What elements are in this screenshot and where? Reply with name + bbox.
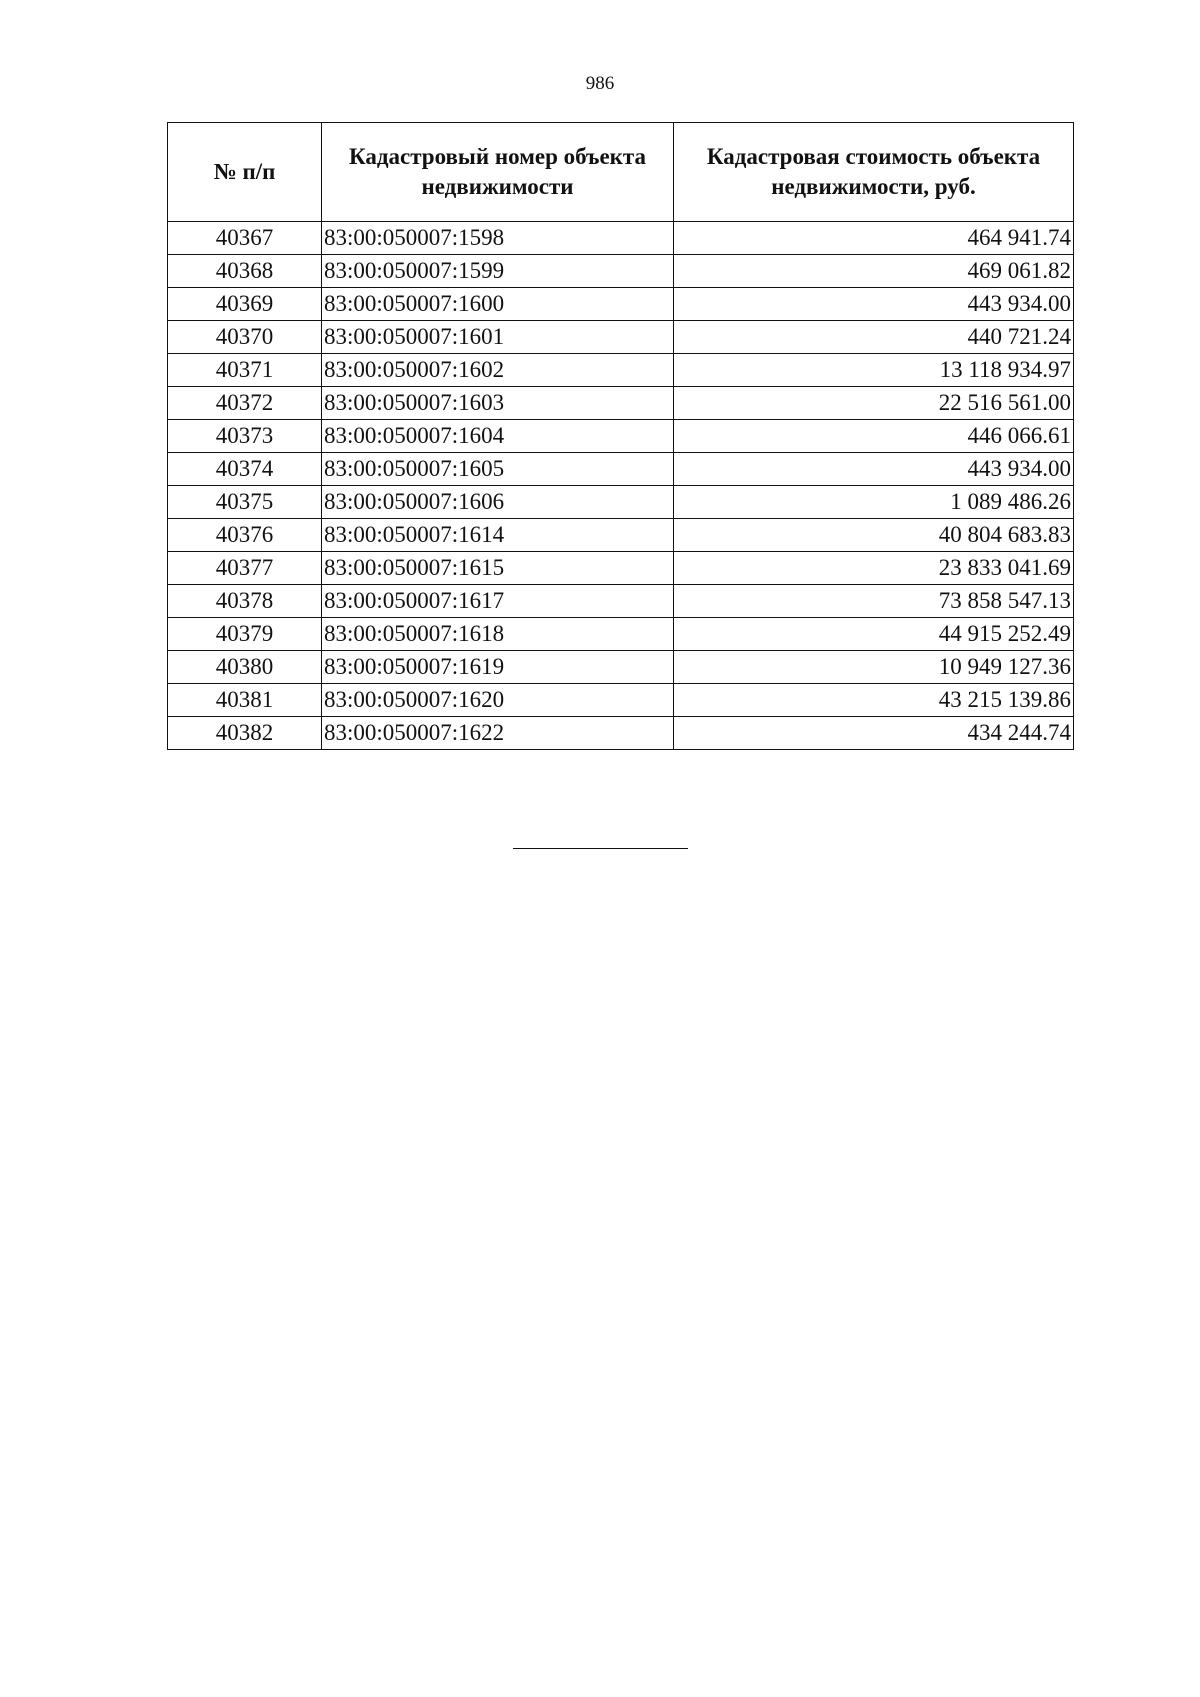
row-number-cell: 40371 xyxy=(168,354,322,387)
cadastral-number-cell: 83:00:050007:1606 xyxy=(322,486,674,519)
table-row xyxy=(168,717,1074,750)
row-number-cell: 40370 xyxy=(168,321,322,354)
end-divider-line xyxy=(513,848,688,849)
header-num: № п/п xyxy=(168,123,322,222)
table-row xyxy=(168,651,1074,684)
cadastral-value-cell: 446 066.61 xyxy=(674,420,1074,453)
row-number-cell: 40381 xyxy=(168,684,322,717)
table-row xyxy=(168,387,1074,420)
table-row xyxy=(168,519,1074,552)
header-row xyxy=(168,123,1074,222)
table-row xyxy=(168,321,1074,354)
cadastral-number-cell: 83:00:050007:1605 xyxy=(322,453,674,486)
cadastral-number-cell: 83:00:050007:1617 xyxy=(322,585,674,618)
cadastral-number-cell: 83:00:050007:1604 xyxy=(322,420,674,453)
row-number-cell: 40368 xyxy=(168,255,322,288)
row-number-cell: 40377 xyxy=(168,552,322,585)
table-row xyxy=(168,354,1074,387)
cadastral-number-cell: 83:00:050007:1598 xyxy=(322,222,674,255)
cadastral-value-cell: 434 244.74 xyxy=(674,717,1074,750)
table-row xyxy=(168,288,1074,321)
cadastral-value-cell: 22 516 561.00 xyxy=(674,387,1074,420)
row-number-cell: 40379 xyxy=(168,618,322,651)
table-row xyxy=(168,684,1074,717)
table-header xyxy=(168,123,1074,222)
row-number-cell: 40378 xyxy=(168,585,322,618)
cadastral-value-cell: 464 941.74 xyxy=(674,222,1074,255)
cadastral-value-cell: 43 215 139.86 xyxy=(674,684,1074,717)
table-row xyxy=(168,618,1074,651)
cadastral-number-cell: 83:00:050007:1602 xyxy=(322,354,674,387)
row-number-cell: 40382 xyxy=(168,717,322,750)
cadastral-value-cell: 469 061.82 xyxy=(674,255,1074,288)
cadastral-number-cell: 83:00:050007:1614 xyxy=(322,519,674,552)
table-body xyxy=(168,222,1074,750)
cadastral-number-cell: 83:00:050007:1618 xyxy=(322,618,674,651)
cadastral-value-cell: 73 858 547.13 xyxy=(674,585,1074,618)
cadastral-value-table xyxy=(167,122,1074,750)
row-number-cell: 40376 xyxy=(168,519,322,552)
cadastral-value-cell: 44 915 252.49 xyxy=(674,618,1074,651)
table-row xyxy=(168,420,1074,453)
cadastral-value-cell: 440 721.24 xyxy=(674,321,1074,354)
cadastral-number-cell: 83:00:050007:1615 xyxy=(322,552,674,585)
cadastral-number-cell: 83:00:050007:1620 xyxy=(322,684,674,717)
row-number-cell: 40373 xyxy=(168,420,322,453)
cadastral-value-cell: 13 118 934.97 xyxy=(674,354,1074,387)
row-number-cell: 40375 xyxy=(168,486,322,519)
row-number-cell: 40372 xyxy=(168,387,322,420)
table-row xyxy=(168,552,1074,585)
cadastral-value-cell: 40 804 683.83 xyxy=(674,519,1074,552)
row-number-cell: 40374 xyxy=(168,453,322,486)
row-number-cell: 40380 xyxy=(168,651,322,684)
row-number-cell: 40369 xyxy=(168,288,322,321)
cadastral-value-cell: 10 949 127.36 xyxy=(674,651,1074,684)
cadastral-number-cell: 83:00:050007:1619 xyxy=(322,651,674,684)
cadastral-value-cell: 23 833 041.69 xyxy=(674,552,1074,585)
cadastral-number-cell: 83:00:050007:1601 xyxy=(322,321,674,354)
table-row xyxy=(168,222,1074,255)
table-row xyxy=(168,453,1074,486)
cadastral-number-cell: 83:00:050007:1603 xyxy=(322,387,674,420)
cadastral-value-cell: 443 934.00 xyxy=(674,288,1074,321)
cadastral-number-cell: 83:00:050007:1600 xyxy=(322,288,674,321)
cadastral-number-cell: 83:00:050007:1622 xyxy=(322,717,674,750)
table-row xyxy=(168,585,1074,618)
cadastral-value-cell: 1 089 486.26 xyxy=(674,486,1074,519)
row-number-cell: 40367 xyxy=(168,222,322,255)
cadastral-number-cell: 83:00:050007:1599 xyxy=(322,255,674,288)
header-cadastral-number: Кадастровый номер объекта недвижимости xyxy=(322,123,674,222)
header-cadastral-value: Кадастровая стоимость объекта недвижимости, руб. xyxy=(674,123,1074,222)
table-row xyxy=(168,255,1074,288)
cadastral-value-cell: 443 934.00 xyxy=(674,453,1074,486)
page-number: 986 xyxy=(585,73,615,94)
table-row xyxy=(168,486,1074,519)
